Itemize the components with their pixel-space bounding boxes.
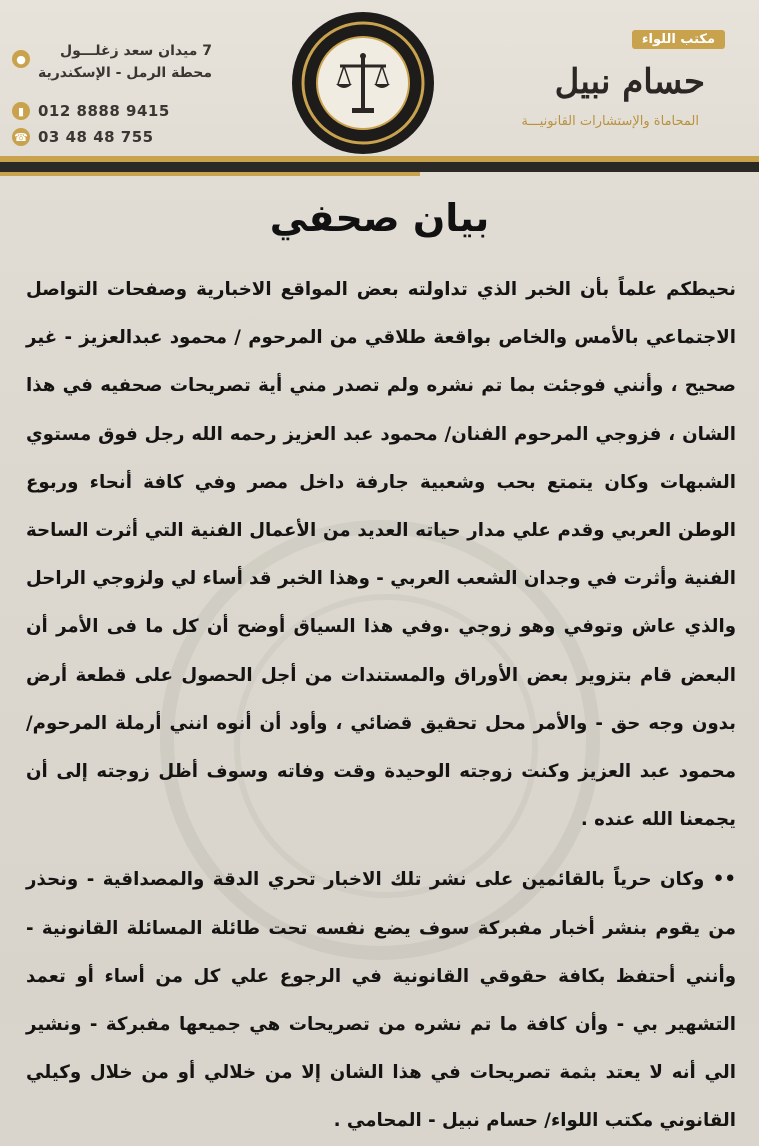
- address-row: [12, 40, 212, 84]
- body-paragraph-2: •• وكان حرياً بالقائمين على نشر تلك الاخبار تحري الدقة والمصداقية - ونحذر من يقوم بنشر أخبار مفبركة سوف يضع نفسه تحت طائلة المسائلة القانونية - وأنني أحتفظ بكافة حقوقي القانونية في الرجوع علي كل من أساء أو تعمد التشهير بي - وأن كافة ما تم نشره من تصريحات هي جميعها مفبركة - ونشير الي أنه لا يعتد بثمة تصريحات في هذا الشان إلا من خلالي أو من خلال وكيلي القانوني مكتب اللواء/ حسام نبيل - المحامي .: [26, 869, 736, 1132]
- document-body: [26, 266, 736, 1146]
- mobile-phone-icon: ▮: [12, 102, 30, 120]
- location-pin-icon: ●: [12, 50, 30, 68]
- address-line2: محطة الرمل - الإسكندرية: [38, 65, 212, 81]
- brand-subtitle: المحاماة والإستشارات القانونيـــة: [521, 114, 699, 129]
- letterhead: [0, 0, 759, 172]
- brand-name: حسام نبيل: [554, 62, 705, 102]
- landline-row: [12, 124, 212, 150]
- landline-number: 03 48 48 755: [38, 128, 154, 146]
- landline-phone-icon: ☎: [12, 128, 30, 146]
- mobile-number: 012 8888 9415: [38, 102, 170, 120]
- mobile-row: [12, 98, 212, 124]
- document-title: بيان صحفي: [269, 196, 490, 240]
- contact-block: [12, 40, 212, 150]
- address-line1: 7 ميدان سعد زغلـــول: [60, 43, 212, 59]
- header-rule-dark: [0, 162, 759, 172]
- scales-of-justice-icon: [292, 12, 434, 154]
- office-seal-logo: [292, 12, 434, 154]
- brand-tag: مكتب اللواء: [632, 30, 725, 49]
- address: [38, 40, 212, 84]
- header-rule-gold-lower: [0, 172, 420, 176]
- body-paragraph-1: نحيطكم علماً بأن الخبر الذي تداولته بعض المواقع الاخبارية وصفحات التواصل الاجتماعي بالأمس والخاص بواقعة طلاقي من المرحوم / محمود عبدالعزيز - غير صحيح ، وأنني فوجئت بما تم نشره ولم تصدر مني أية تصريحات صحفيه في هذا الشان ، فزوجي المرحوم الفنان/ محمود عبد العزيز رحمه الله رجل فوق مستوي الشبهات وكان يتمتع بحب وشعبية جارفة داخل مصر وفي كافة أنحاء وربوع الوطن العربي وقدم علي مدار حياته العديد من الأعمال الفنية التي أثرت الساحة الفنية وأثرت في وجدان الشعب العربي - وهذا الخبر قد أساء لي ولزوجي الراحل والذي عاش وتوفي وهو زوجي .وفي هذا السياق أوضح أن كل ما فى الأمر أن البعض قام بتزوير بعض الأوراق والمستندات من أجل الحصول على قطعة أرض بدون وجه حق - والأمر محل تحقيق قضائي ، وأود أن أنوه انني أرملة المرحوم/ محمود عبد العزيز وكنت زوجته الوحيدة وقت وفاته وسوف أظل زوجته إلى أن يجمعنا الله عنده .: [26, 279, 736, 831]
